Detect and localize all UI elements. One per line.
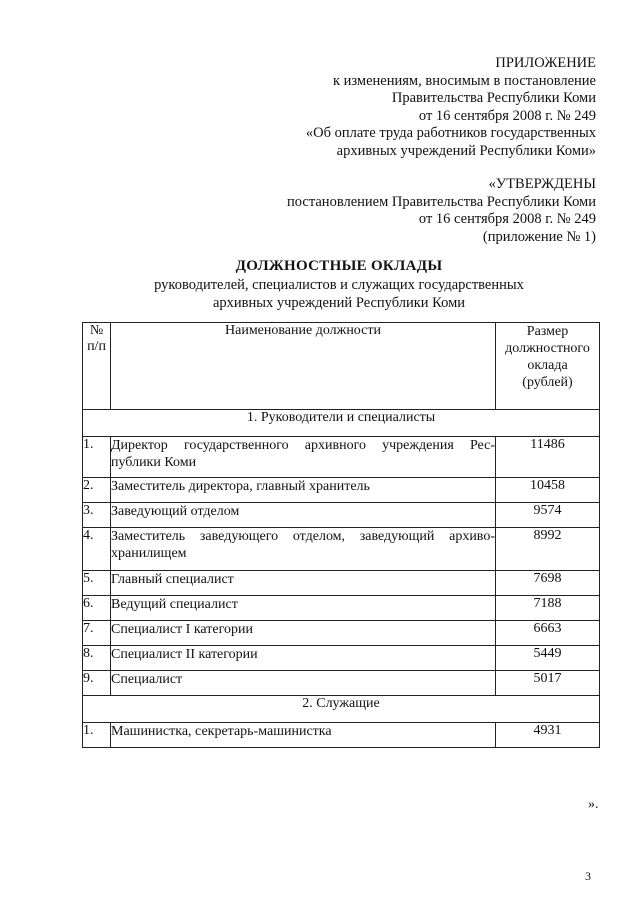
row-salary: 5017: [496, 671, 600, 696]
row-number: 4.: [83, 528, 111, 571]
document-title: ДОЛЖНОСТНЫЕ ОКЛАДЫ: [235, 258, 443, 274]
header-salary-line: Размер: [526, 324, 569, 339]
row-salary: 8992: [496, 528, 600, 571]
header-number-abbrev: п/п: [87, 339, 106, 354]
row-salary: 7188: [496, 596, 600, 621]
row-number: 6.: [83, 596, 111, 621]
section-row: [83, 410, 600, 437]
section-title: 1. Руководители и специалисты: [83, 410, 600, 437]
row-number: 1.: [83, 437, 111, 478]
row-position: Специалист I категории: [111, 621, 496, 646]
table-row: [83, 621, 600, 646]
row-salary: 9574: [496, 503, 600, 528]
header-salary-line: (рублей): [522, 375, 573, 390]
table-row: [83, 528, 600, 571]
table-row: [83, 437, 600, 478]
table-row: [83, 596, 600, 621]
row-position: Заместитель заведующего отделом, заведующий архиво- хранилищем: [111, 528, 496, 571]
row-position: Директор государственного архивного учреждения Рес- публики Коми: [111, 437, 496, 478]
row-salary: 10458: [496, 478, 600, 503]
appendix-line: к изменениям, вносимым в постановление: [332, 72, 596, 89]
header-position-name: Наименование должности: [111, 323, 496, 410]
appendix-line: ПРИЛОЖЕНИЕ: [495, 55, 596, 71]
subtitle-line: архивных учреждений Республики Коми: [212, 294, 466, 311]
table-row: [83, 671, 600, 696]
approved-line: от 16 сентября 2008 г. № 249: [418, 211, 596, 227]
document-subtitle: [0, 277, 640, 312]
approved-line: постановлением Правительства Республики Коми: [287, 193, 596, 210]
header-salary-line: оклада: [527, 358, 568, 373]
page-number: 3: [585, 869, 591, 883]
appendix-line: Правительства Республики Коми: [391, 90, 596, 106]
row-salary: 7698: [496, 571, 600, 596]
table-row: [83, 646, 600, 671]
appendix-line: архивных учреждений Республики Коми»: [336, 142, 596, 159]
row-number: 9.: [83, 671, 111, 696]
row-number: 8.: [83, 646, 111, 671]
section-title: 2. Служащие: [83, 696, 600, 723]
row-position: Специалист II категории: [111, 646, 496, 671]
header-salary-line: должностного: [505, 341, 590, 356]
approval-stamp-text: [287, 176, 596, 246]
table-row: [83, 723, 600, 748]
row-salary: 5449: [496, 646, 600, 671]
header-salary: [496, 323, 600, 410]
appendix-heading: [306, 55, 596, 160]
approved-line: (приложение № 1): [482, 228, 596, 245]
row-salary: 4931: [496, 723, 600, 748]
row-number: 5.: [83, 571, 111, 596]
row-number: 1.: [83, 723, 111, 748]
row-number: 2.: [83, 478, 111, 503]
row-position: Ведущий специалист: [111, 596, 496, 621]
header-number: [83, 323, 111, 410]
salary-table: [82, 322, 600, 748]
table-row: [83, 478, 600, 503]
closing-quote-mark: ».: [588, 797, 599, 812]
header-number-symbol: №: [89, 323, 104, 338]
row-position: Специалист: [111, 671, 496, 696]
row-position: Машинистка, секретарь-машинистка: [111, 723, 496, 748]
row-number: 3.: [83, 503, 111, 528]
section-row: [83, 696, 600, 723]
table-row: [83, 571, 600, 596]
row-number: 7.: [83, 621, 111, 646]
subtitle-line: руководителей, специалистов и служащих государственных: [154, 277, 524, 293]
appendix-line: «Об оплате труда работников государственных: [305, 125, 596, 141]
row-position: Заведующий отделом: [111, 503, 496, 528]
row-salary: 11486: [496, 437, 600, 478]
table-header-row: [83, 323, 600, 410]
row-position: Заместитель директора, главный хранитель: [111, 478, 496, 503]
row-position: Главный специалист: [111, 571, 496, 596]
row-salary: 6663: [496, 621, 600, 646]
approved-line: «УТВЕРЖДЕНЫ: [488, 176, 596, 192]
table-row: [83, 503, 600, 528]
appendix-line: от 16 сентября 2008 г. № 249: [418, 107, 596, 124]
